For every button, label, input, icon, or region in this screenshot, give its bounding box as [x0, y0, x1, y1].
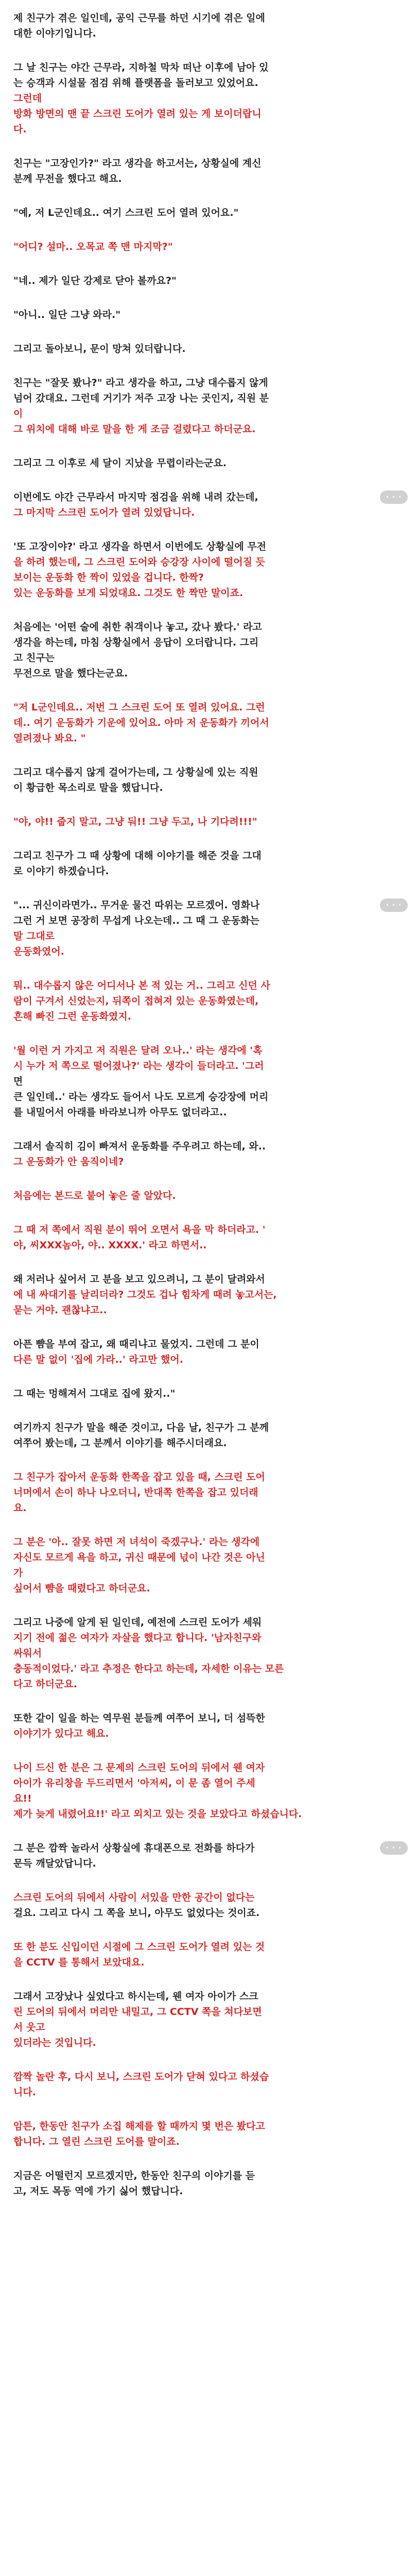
- text-line: 를 내밀어서 아래를 바라보니까 아무도 없더라고..: [13, 1107, 227, 1118]
- highlighted-text-line: 운동화였어.: [13, 946, 64, 957]
- story-paragraph: [13, 455, 404, 471]
- highlighted-text-line: 다른 말 없이 '집에 가라..' 라고만 했어.: [13, 1354, 183, 1365]
- text-line: '또 고장이야?' 라고 생각을 하면서 이번에도 상황실에 무전: [13, 541, 267, 552]
- story-paragraph: [13, 2168, 404, 2199]
- highlighted-text-line: 흔해 빠진 그런 운동화였지.: [13, 1011, 131, 1022]
- text-line: 큰 일인데..' 라는 생각도 들어서 나도 모르게 승강장에 머리: [13, 1091, 269, 1103]
- story-paragraph: [13, 205, 404, 221]
- story-paragraph: [13, 1939, 404, 1970]
- text-line: 면: [13, 1076, 23, 1087]
- highlighted-text-line: 아이가 유리창을 두드리면서 '아저씨, 이 문 좀 열어 주세: [13, 1777, 255, 1789]
- highlighted-text-line: 보이는 운동화 한 짝이 있었을 겁니다. 한짝?: [13, 572, 204, 583]
- highlighted-text-line: 그런데: [13, 93, 42, 104]
- story-paragraph: [13, 273, 404, 289]
- highlighted-text-line: 이: [13, 408, 23, 419]
- story-paragraph: [13, 1840, 404, 1871]
- highlighted-text-line: 람이 구겨서 신었는지, 뒤쪽이 접혀져 있는 운동화였는데,: [13, 995, 259, 1007]
- text-line: 그 때는 멍해져서 그대로 집에 왔지..": [13, 1388, 176, 1399]
- text-line: "예, 저 L군인데요.. 여기 스크린 도어 열려 있어요.": [13, 207, 239, 218]
- highlighted-text-line: 이야기가 있다고 해요.: [13, 1728, 109, 1739]
- highlighted-text-line: 제가 늦게 내렸어요!!' 라고 외치고 있는 것을 보았다고 하셨습니다.: [13, 1808, 302, 1820]
- highlighted-text-line: 스크린 도어의 뒤에서 사람이 서있을 만한 공간이 없다는: [13, 1892, 255, 1903]
- text-line: 대한 이야기입니다.: [13, 28, 96, 39]
- highlighted-text-line: 나이 드신 한 분은 그 문제의 스크린 도어의 뒤에서 웬 여자: [13, 1762, 265, 1773]
- text-line: 로 이야기 하겠습니다.: [13, 866, 109, 877]
- text-line: 넘어 갔대요. 그런데 거기가 저주 고장 나는 곳인지, 직원 분: [13, 393, 269, 404]
- story-paragraph: [13, 1188, 404, 1204]
- highlighted-text-line: 또 한 분도 신입이던 시절에 그 스크린 도어가 열려 있는 것: [13, 1941, 265, 1953]
- highlighted-text-line: '월 이런 거 가지고 저 직원은 달려 오나..' 라는 생각에 '혹: [13, 1045, 263, 1056]
- text-line: 이번에도 야간 근무라서 마지막 점검을 위해 내려 갔는데,: [13, 492, 258, 503]
- text-line: 는 승객과 시설물 점검 위해 플랫폼을 돌러보고 있었어요.: [13, 77, 258, 89]
- text-line: 여기까지 친구가 말을 해준 것이고, 다음 날, 친구가 그 분께: [13, 1422, 269, 1433]
- text-line: 그리고 나중에 알게 된 일인데, 예전에 스크린 도어가 세워: [13, 1617, 262, 1628]
- text-line: 그래서 솔직히 김이 빠져서 운동화를 주우려고 하는데, 와..: [13, 1141, 266, 1152]
- highlighted-text-line: 방화 방면의 맨 끝 스크린 도어가 열려 있는 게 보이더랍니: [13, 108, 262, 120]
- highlighted-text-line: 시 누가 저 쪽으로 떨어졌나?' 라는 생각이 들더라고. '그러: [13, 1060, 264, 1072]
- story-paragraph: [13, 10, 404, 41]
- highlighted-text-line: 가: [13, 1567, 23, 1579]
- highlighted-text-line: 자신도 모르게 욕을 하고, 귀신 때문에 넋이 나간 것은 아닌: [13, 1552, 265, 1563]
- text-line: 그래서 고장났나 싶었다고 하시는데, 웬 여자 아이가 스크: [13, 1991, 258, 2002]
- story-paragraph: [13, 1890, 404, 1921]
- highlighted-text-line: 있더라는 것입니다.: [13, 2037, 96, 2048]
- story-paragraph: [13, 1222, 404, 1253]
- highlighted-text-line: 너머에서 손이 하나 나오더니, 반대쪽 한쪽을 잡고 있더래: [13, 1487, 258, 1498]
- highlighted-text-line: 싶어서 뺨을 때렸다고 하더군요.: [13, 1583, 150, 1594]
- highlighted-text-line: 니다.: [13, 2087, 36, 2098]
- story-paragraph: [13, 978, 404, 1024]
- highlighted-text-line: 암튼, 한동안 친구가 소집 해제를 할 때까지 몇 번은 봤다고: [13, 2121, 265, 2132]
- text-line: 여쭈어 봤는데, 그 분께서 이야기를 해주시더래요.: [13, 1437, 227, 1449]
- story-paragraph: [13, 1336, 404, 1367]
- text-line: 고, 저도 목동 역에 가기 싫어 했답니다.: [13, 2185, 183, 2197]
- article-body: [13, 10, 404, 2199]
- text-line: 그런 거 보면 공장히 무섭게 나오는데.. 그 때 그 운동화는: [13, 915, 259, 926]
- text-line: "아니.. 일단 그냥 와라.": [13, 309, 121, 320]
- text-line: 친구는 "잘못 봤나?" 라고 생각을 하고, 그냥 대수롭지 않게: [13, 377, 268, 388]
- story-paragraph: [13, 1534, 404, 1596]
- text-line: 무전으로 말을 했다는군요.: [13, 668, 128, 679]
- text-line: 처음에는 '어떤 술에 취한 취객이나 놓고, 갔나 봤다.' 라고: [13, 621, 262, 633]
- highlighted-text-line: "야, 야!! 줍지 말고, 그냥 둬!! 그냥 두고, 나 기다려!!!": [13, 816, 257, 827]
- text-line: 또한 같이 일을 하는 역무원 분들께 여쭈어 보니, 더 섬뜩한: [13, 1713, 265, 1724]
- highlighted-text-line: "저 L군인데요.. 저번 그 스크린 도어 또 열려 있어요. 그런: [13, 702, 265, 713]
- text-line: 그 분은 깜짝 놀라서 상황실에 휴대폰으로 전화를 하다가: [13, 1842, 255, 1854]
- story-paragraph: [13, 60, 404, 137]
- text-line: 아픈 뺨을 부여 잡고, 왜 때리냐고 물었지. 그런데 그 분이: [13, 1338, 259, 1350]
- story-paragraph: [13, 2119, 404, 2149]
- text-line: 고 친구는: [13, 652, 55, 664]
- highlighted-text-line: "어디? 설마.. 오목교 쪽 맨 마지막?": [13, 241, 173, 252]
- text-line: 이 황급한 목소리로 말을 했답니다.: [13, 782, 163, 793]
- highlighted-text-line: 다고 하더군요.: [13, 1679, 77, 1690]
- story-paragraph: [13, 1420, 404, 1451]
- highlighted-text-line: 을 하려 했는데, 그 스크린 도어와 승강장 사이에 떨어질 듯: [13, 556, 265, 568]
- side-scroll-handle[interactable]: · · ·: [380, 899, 408, 912]
- highlighted-text-line: 을 CCTV 를 통해서 보았대요.: [13, 1957, 145, 1968]
- highlighted-text-line: 합니다. 그 열린 스크린 도어를 말이죠.: [13, 2136, 180, 2147]
- story-paragraph: [13, 765, 404, 795]
- highlighted-text-line: 그 위치에 대해 바로 말을 한 게 조금 걸렸다고 하더군요.: [13, 423, 256, 435]
- story-paragraph: [13, 1615, 404, 1692]
- story-paragraph: [13, 814, 404, 829]
- story-paragraph: [13, 1043, 404, 1120]
- text-line: "네.. 제가 일단 강제로 닫아 볼까요?": [13, 275, 177, 286]
- highlighted-text-line: 처음에는 본드로 붙어 놓은 줄 알았다.: [13, 1190, 176, 1201]
- text-line: 분께 무전을 했다고 해요.: [13, 173, 122, 184]
- side-scroll-handle[interactable]: · · ·: [380, 1841, 408, 1855]
- story-paragraph: [13, 700, 404, 746]
- text-line: "... 귀신이라면가.. 무거운 물건 따위는 모르겠어. 영화나: [13, 900, 260, 911]
- text-line: 그리고 친구가 그 때 상황에 대해 이야기를 해준 것을 그대: [13, 850, 262, 861]
- highlighted-text-line: 열려졌나 봐요. ": [13, 733, 86, 744]
- highlighted-text-line: 묻는 거야. 괜찮냐고..: [13, 1304, 107, 1316]
- text-line: 왜 저러나 싶어서 고 분을 보고 있으려니, 그 분이 달려와서: [13, 1274, 265, 1285]
- highlighted-text-line: 에 내 싸대기를 날리더라? 그것도 겁나 힘차게 때려 놓고서는,: [13, 1289, 277, 1300]
- story-paragraph: [13, 1710, 404, 1741]
- story-paragraph: [13, 848, 404, 879]
- highlighted-text-line: 다.: [13, 124, 27, 135]
- text-line: 걸요. 그리고 다시 그 쪽을 보니, 아무도 없었다는 것이죠.: [13, 1907, 260, 1919]
- text-line: 친구는 "고장인가?" 라고 생각을 하고서는, 상황실에 계신: [13, 158, 262, 169]
- highlighted-text-line: 그 때 저 쪽에서 직원 분이 뛰어 오면서 욕을 막 하더라고. ': [13, 1224, 266, 1235]
- text-line: 그리고 대수롭지 않게 걸어가는데, 그 상황실에 있는 직원: [13, 767, 258, 778]
- highlighted-text-line: 그 마지막 스크린 도어가 열려 있었답니다.: [13, 507, 195, 518]
- story-paragraph: [13, 341, 404, 357]
- story-paragraph: [13, 1760, 404, 1822]
- highlighted-text-line: 지기 전에 젊은 여자가 자살을 했다고 합니다. '남자친구와: [13, 1632, 262, 1643]
- text-line: 그리고 그 이후로 세 달이 지났을 무렵이라는군요.: [13, 457, 227, 469]
- story-paragraph: [13, 375, 404, 437]
- story-paragraph: [13, 897, 404, 959]
- story-paragraph: [13, 1469, 404, 1516]
- highlighted-text-line: 그 운동화가 안 움직이네?: [13, 1156, 124, 1167]
- story-paragraph: [13, 489, 404, 520]
- text-line: 그리고 돌아보니, 문이 망쳐 있더랍니다.: [13, 343, 186, 354]
- highlighted-text-line: 린 도어의 뒤에서 머리만 내밀고, 그 CCTV 쪽을 쳐다보면: [13, 2006, 262, 2018]
- story-paragraph: [13, 1139, 404, 1170]
- text-line: 제 친구가 겪은 일인데, 공익 근무를 하던 시기에 겪은 일에: [13, 12, 265, 24]
- text-line: 그 날 친구는 야간 근무라, 지하철 막차 떠난 이후에 남아 있: [13, 62, 269, 73]
- story-paragraph: [13, 2069, 404, 2100]
- story-paragraph: [13, 539, 404, 601]
- highlighted-text-line: 충동적이었다.' 라고 추정은 한다고 하는데, 자세한 이유는 모른: [13, 1663, 284, 1674]
- story-paragraph: [13, 1272, 404, 1318]
- story-paragraph: [13, 307, 404, 323]
- highlighted-text-line: 말 그대로: [13, 930, 55, 942]
- highlighted-text-line: 데.. 여기 운동화가 기운에 있어요. 아마 저 운동화가 끼어서: [13, 717, 269, 728]
- highlighted-text-line: 싸워서: [13, 1648, 42, 1659]
- story-paragraph: [13, 619, 404, 681]
- highlighted-text-line: 그 친구가 잡아서 운동화 한쪽을 잡고 있을 때, 스크린 도어: [13, 1471, 265, 1483]
- highlighted-text-line: 뭐.. 대수롭지 않은 어디서나 본 적 있는 거.. 그리고 신던 사: [13, 980, 270, 991]
- highlighted-text-line: 깜짝 놀란 후, 다시 보니, 스크린 도어가 닫혀 있다고 하셨습: [13, 2071, 269, 2082]
- highlighted-text-line: 야, 씨XXX놈아, 야.. XXXX.' 라고 하면서..: [13, 1240, 207, 1251]
- story-paragraph: [13, 1386, 404, 1401]
- story-paragraph: [13, 156, 404, 187]
- story-paragraph: [13, 239, 404, 255]
- highlighted-text-line: 그 분은 '아.. 잘못 하면 저 녀석이 죽겠구나.' 라는 생각에: [13, 1536, 260, 1548]
- text-line: 지금은 어떨런지 모르겠지만, 한동안 친구의 이야기를 듣: [13, 2170, 255, 2181]
- side-scroll-handle[interactable]: · · ·: [380, 490, 408, 504]
- text-line: 문득 깨달았답니다.: [13, 1858, 96, 1869]
- story-paragraph: [13, 1989, 404, 2050]
- highlighted-text-line: 있는 운동화를 보게 되었대요. 그것도 한 짝만 말이죠.: [13, 587, 244, 599]
- text-line: 생각을 하는데, 마침 상황실에서 응답이 오더랍니다. 그리: [13, 637, 259, 648]
- highlighted-text-line: 요!!: [13, 1793, 32, 1804]
- highlighted-text-line: 서 웃고: [13, 2022, 45, 2033]
- highlighted-text-line: 요.: [13, 1502, 27, 1514]
